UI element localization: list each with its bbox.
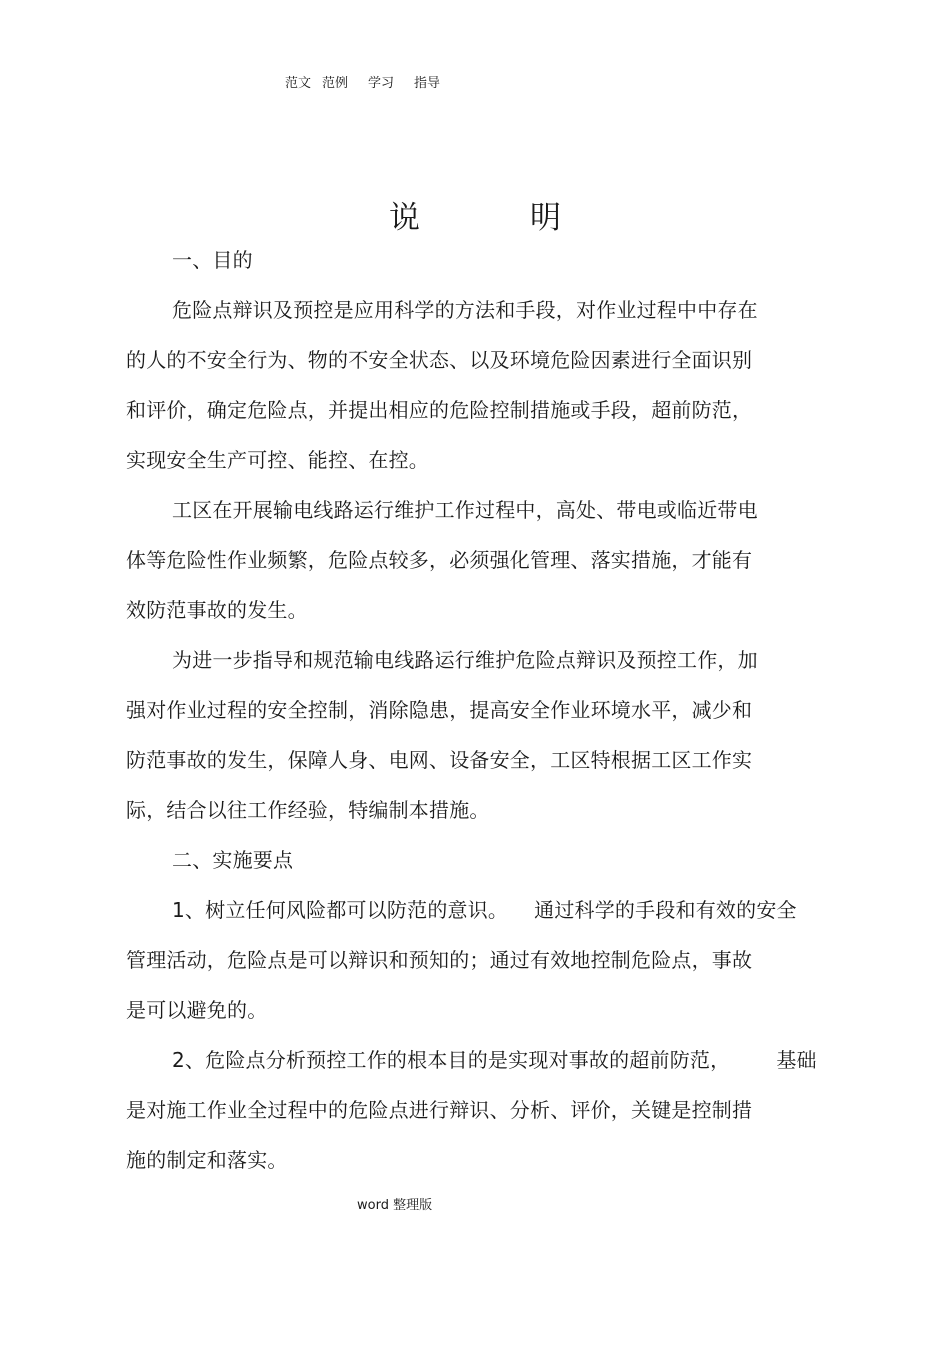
list-item-2-line: 施的制定和落实。 <box>126 1148 288 1172</box>
paragraph-line: 和评价，确定危险点，并提出相应的危险控制措施或手段，超前防范， <box>126 398 753 422</box>
title-char-1: 说 <box>389 200 420 236</box>
document-title <box>0 192 950 237</box>
header-word-4: 指导 <box>414 76 441 91</box>
list-item-1-line: 是可以避免的。 <box>126 998 268 1022</box>
paragraph-line: 的人的不安全行为、物的不安全状态、以及环境危险因素进行全面识别 <box>126 348 753 372</box>
list-item-2-line: 是对施工作业全过程中的危险点进行辩识、分析、评价，关键是控制措 <box>126 1098 753 1122</box>
header-word-3: 学习 <box>368 76 395 91</box>
paragraph-line: 防范事故的发生，保障人身、电网、设备安全，工区特根据工区工作实 <box>126 748 753 772</box>
paragraph-line: 为进一步指导和规范输电线路运行维护危险点辩识及预控工作，加 <box>172 648 758 672</box>
list-item-2-part-a: 2、危险点分析预控工作的根本目的是实现对事故的超前防范， <box>172 1048 731 1072</box>
page-header <box>285 72 451 91</box>
paragraph-line: 效防范事故的发生。 <box>126 598 308 622</box>
list-item-1-part-b: 通过科学的手段和有效的安全 <box>534 898 797 922</box>
paragraph-line: 强对作业过程的安全控制，消除隐患，提高安全作业环境水平，减少和 <box>126 698 753 722</box>
section-1-heading: 一、目的 <box>172 248 253 272</box>
paragraph-line: 实现安全生产可控、能控、在控。 <box>126 448 429 472</box>
list-item-2-line <box>172 1048 817 1072</box>
paragraph-line: 工区在开展输电线路运行维护工作过程中，高处、带电或临近带电 <box>172 498 758 522</box>
page-footer: word 整理版 <box>357 1198 433 1213</box>
list-item-1-line: 管理活动，危险点是可以辩识和预知的；通过有效地控制危险点，事故 <box>126 948 753 972</box>
title-char-2: 明 <box>530 200 561 236</box>
list-item-1-line <box>172 898 797 922</box>
paragraph-line: 危险点辩识及预控是应用科学的方法和手段，对作业过程中中存在 <box>172 298 758 322</box>
list-item-1-part-a: 1、树立任何风险都可以防范的意识。 <box>172 898 509 922</box>
section-2-heading: 二、实施要点 <box>172 848 294 872</box>
list-item-2-part-b: 基础 <box>776 1048 817 1072</box>
paragraph-line: 体等危险性作业频繁，危险点较多，必须强化管理、落实措施，才能有 <box>126 548 753 572</box>
paragraph-line: 际，结合以往工作经验，特编制本措施。 <box>126 798 490 822</box>
header-word-2: 范例 <box>322 76 349 91</box>
header-word-1: 范文 <box>285 76 312 91</box>
